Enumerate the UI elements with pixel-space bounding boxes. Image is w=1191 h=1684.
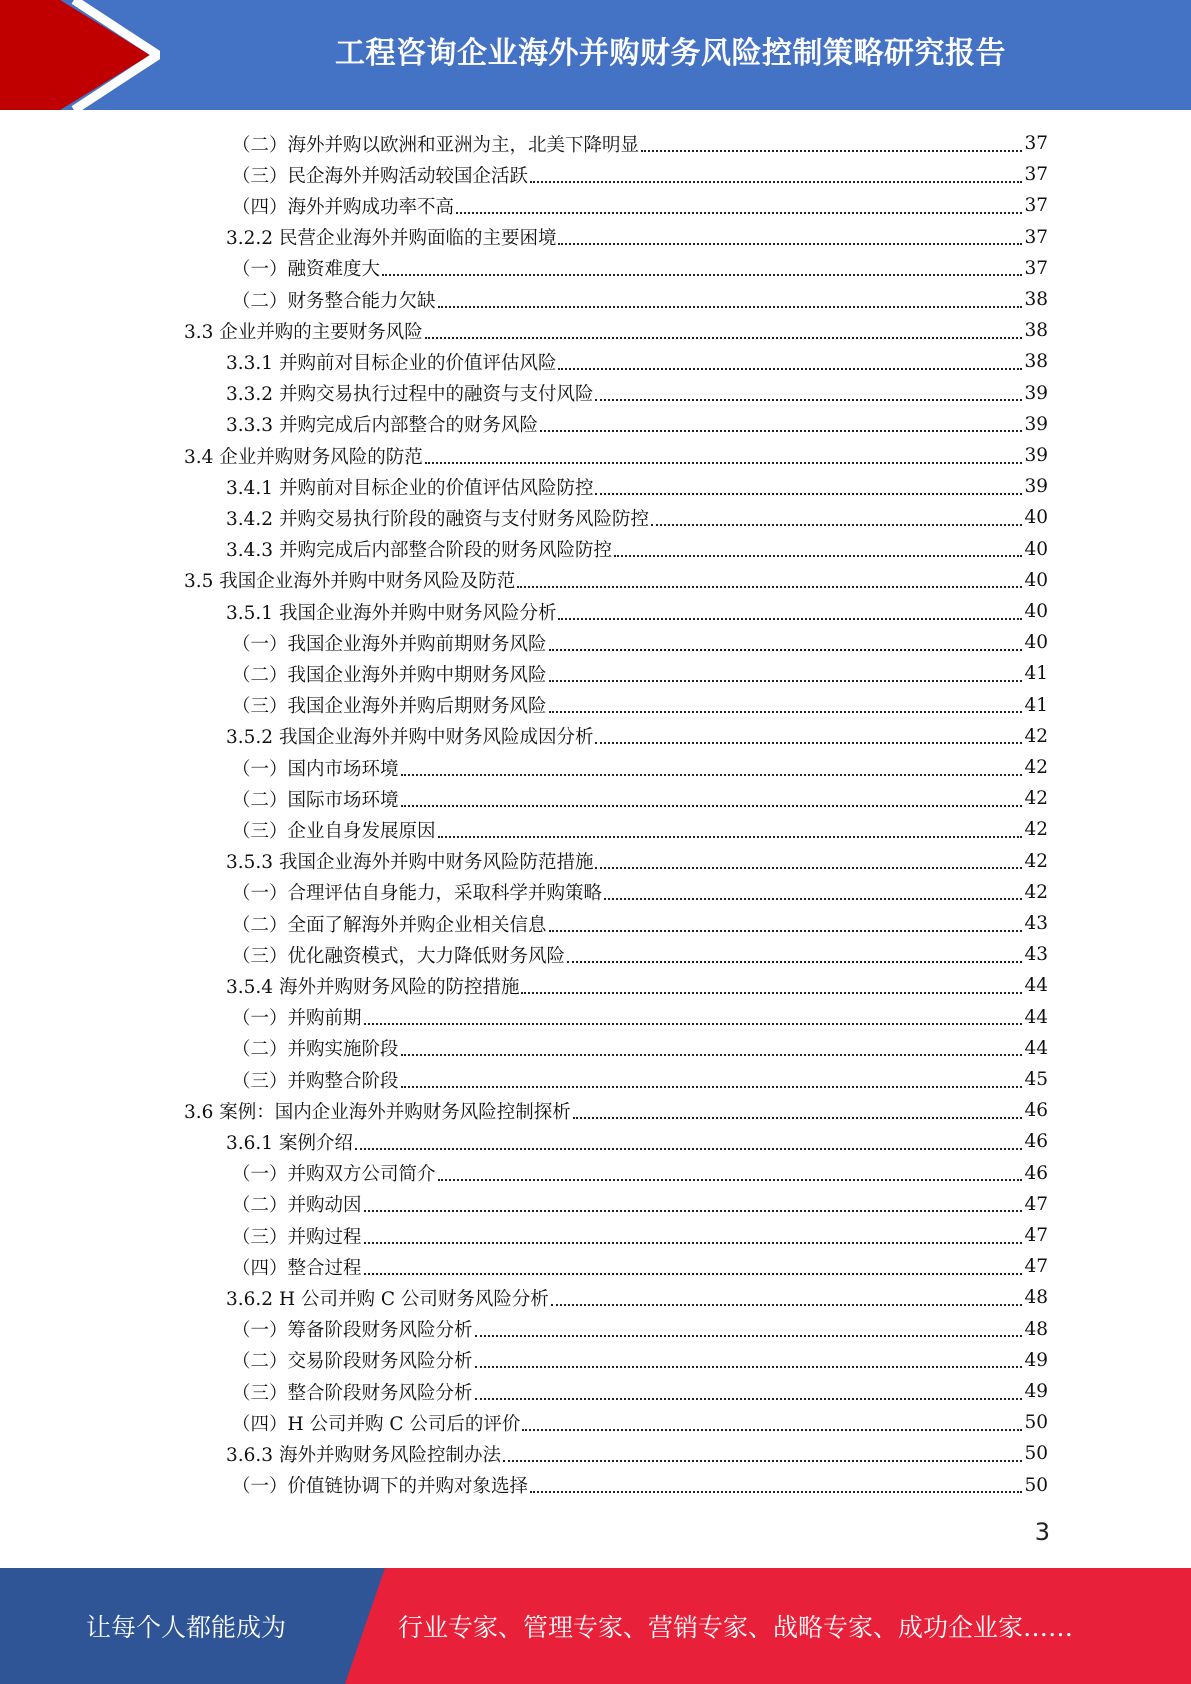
page-header bbox=[0, 0, 1191, 110]
toc-entry[interactable] bbox=[232, 1033, 1048, 1064]
toc-dot-leader bbox=[401, 774, 1023, 776]
toc-entry-title: 3.5.3 我国企业海外并购中财务风险防范措施 bbox=[226, 852, 594, 874]
toc-dot-leader bbox=[567, 961, 1022, 963]
toc-dot-leader bbox=[456, 212, 1022, 214]
toc-entry-title: （二）国际市场环境 bbox=[232, 789, 399, 811]
toc-entry-title: （一）国内市场环境 bbox=[232, 758, 399, 780]
toc-entry-title: （一）融资难度大 bbox=[232, 259, 381, 281]
toc-dot-leader bbox=[558, 243, 1022, 245]
toc-entry-page-number: 46 bbox=[1024, 1162, 1048, 1184]
toc-entry-title: （三）并购过程 bbox=[232, 1226, 362, 1248]
toc-entry[interactable] bbox=[232, 1314, 1048, 1345]
toc-entry-page-number: 41 bbox=[1024, 694, 1048, 716]
toc-entry-page-number: 37 bbox=[1024, 226, 1048, 248]
toc-entry-title: 3.4.1 并购前对目标企业的价值评估风险防控 bbox=[226, 477, 594, 499]
toc-entry-page-number: 39 bbox=[1024, 382, 1048, 404]
toc-entry[interactable] bbox=[226, 378, 1048, 409]
toc-entry-page-number: 38 bbox=[1024, 289, 1048, 310]
toc-entry[interactable] bbox=[232, 658, 1048, 689]
toc-entry-page-number: 46 bbox=[1024, 1131, 1048, 1153]
toc-dot-leader bbox=[364, 1242, 1023, 1244]
toc-entry-title: （一）并购前期 bbox=[232, 1008, 362, 1030]
toc-entry[interactable] bbox=[226, 1282, 1048, 1313]
toc-entry-page-number: 42 bbox=[1024, 819, 1048, 841]
toc-entry-title: （三）我国企业海外并购后期财务风险 bbox=[232, 696, 547, 718]
toc-entry-title: 3.5.2 我国企业海外并购中财务风险成因分析 bbox=[226, 727, 594, 749]
toc-entry[interactable] bbox=[226, 471, 1048, 502]
toc-dot-leader bbox=[551, 1304, 1023, 1306]
toc-entry-title: （一）我国企业海外并购前期财务风险 bbox=[232, 633, 547, 655]
toc-entry[interactable] bbox=[232, 253, 1048, 284]
toc-dot-leader bbox=[641, 150, 1022, 152]
toc-dot-leader bbox=[573, 1117, 1023, 1119]
toc-entry[interactable] bbox=[232, 1376, 1048, 1407]
toc-dot-leader bbox=[614, 555, 1022, 557]
toc-entry-title: （一）价值链协调下的并购对象选择 bbox=[232, 1476, 529, 1498]
toc-entry[interactable] bbox=[232, 877, 1048, 908]
toc-entry[interactable] bbox=[226, 534, 1048, 565]
toc-entry-page-number: 42 bbox=[1024, 788, 1048, 810]
toc-entry-page-number: 49 bbox=[1024, 1381, 1048, 1402]
toc-entry-page-number: 50 bbox=[1024, 1443, 1048, 1465]
toc-entry[interactable] bbox=[232, 1470, 1048, 1501]
toc-entry-page-number: 47 bbox=[1024, 1225, 1048, 1246]
toc-entry-page-number: 38 bbox=[1024, 320, 1048, 342]
toc-entry-page-number: 41 bbox=[1024, 663, 1048, 685]
toc-entry-title: 3.4.2 并购交易执行阶段的融资与支付财务风险防控 bbox=[226, 508, 649, 530]
toc-entry-title: （二）海外并购以欧洲和亚洲为主，北美下降明显 bbox=[232, 134, 640, 156]
toc-dot-leader bbox=[425, 337, 1023, 339]
toc-entry-page-number: 44 bbox=[1024, 975, 1048, 997]
toc-entry-title: 3.3.2 并购交易执行过程中的融资与支付风险 bbox=[226, 384, 594, 406]
toc-entry[interactable] bbox=[232, 1251, 1048, 1282]
toc-entry[interactable] bbox=[232, 1158, 1048, 1189]
toc-entry[interactable] bbox=[232, 1189, 1048, 1220]
toc-entry-title: （三）优化融资模式，大力降低财务风险 bbox=[232, 945, 566, 967]
toc-entry[interactable] bbox=[226, 346, 1048, 377]
toc-entry-title: （二）全面了解海外并购企业相关信息 bbox=[232, 914, 547, 936]
toc-entry-title: （四）海外并购成功率不高 bbox=[232, 196, 455, 218]
toc-entry-title: 3.3 企业并购的主要财务风险 bbox=[184, 321, 423, 343]
toc-dot-leader bbox=[438, 306, 1023, 308]
toc-entry[interactable] bbox=[232, 690, 1048, 721]
toc-entry-title: （二）并购实施阶段 bbox=[232, 1039, 399, 1061]
toc-dot-leader bbox=[549, 649, 1023, 651]
toc-entry-page-number: 37 bbox=[1024, 195, 1048, 217]
toc-dot-leader bbox=[558, 618, 1022, 620]
toc-entry-page-number: 44 bbox=[1024, 1037, 1048, 1059]
toc-dot-leader bbox=[521, 992, 1022, 994]
toc-entry[interactable] bbox=[232, 190, 1048, 221]
toc-entry-page-number: 42 bbox=[1024, 881, 1048, 903]
toc-entry-page-number: 44 bbox=[1024, 1006, 1048, 1028]
toc-entry-page-number: 39 bbox=[1024, 413, 1048, 435]
toc-dot-leader bbox=[595, 399, 1022, 401]
toc-entry[interactable] bbox=[226, 846, 1048, 877]
toc-entry-title: （四）H 公司并购 C 公司后的评价 bbox=[232, 1413, 521, 1435]
toc-dot-leader bbox=[364, 1023, 1023, 1025]
toc-entry[interactable] bbox=[232, 814, 1048, 845]
toc-dot-leader bbox=[475, 1398, 1023, 1400]
toc-entry[interactable] bbox=[184, 1095, 1048, 1126]
toc-entry[interactable] bbox=[226, 1126, 1048, 1157]
toc-dot-leader bbox=[425, 462, 1023, 464]
toc-entry-page-number: 46 bbox=[1024, 1100, 1048, 1122]
toc-dot-leader bbox=[558, 368, 1022, 370]
toc-entry-page-number: 43 bbox=[1024, 913, 1048, 934]
toc-dot-leader bbox=[604, 898, 1022, 900]
toc-entry-page-number: 43 bbox=[1024, 944, 1048, 966]
toc-entry-title: 3.5 我国企业海外并购中财务风险及防范 bbox=[184, 571, 516, 593]
page-footer bbox=[0, 1568, 1191, 1684]
toc-dot-leader bbox=[595, 493, 1022, 495]
toc-entry[interactable] bbox=[232, 1064, 1048, 1095]
toc-dot-leader bbox=[438, 836, 1023, 838]
toc-entry-title: （三）民企海外并购活动较国企活跃 bbox=[232, 165, 529, 187]
toc-entry-page-number: 49 bbox=[1024, 1349, 1048, 1371]
toc-entry[interactable] bbox=[232, 1220, 1048, 1251]
toc-entry-page-number: 42 bbox=[1024, 757, 1048, 778]
toc-dot-leader bbox=[549, 680, 1023, 682]
toc-entry-page-number: 38 bbox=[1024, 351, 1048, 373]
toc-entry-title: 3.5.4 海外并购财务风险的防控措施 bbox=[226, 976, 520, 998]
toc-dot-leader bbox=[475, 1366, 1023, 1368]
toc-entry-title: 3.4 企业并购财务风险的防范 bbox=[184, 446, 423, 468]
toc-entry-page-number: 48 bbox=[1024, 1318, 1048, 1340]
toc-entry-page-number: 40 bbox=[1024, 538, 1048, 560]
toc-dot-leader bbox=[595, 867, 1022, 869]
toc-entry[interactable] bbox=[232, 908, 1048, 939]
toc-entry[interactable] bbox=[232, 1407, 1048, 1438]
toc-dot-leader bbox=[382, 274, 1022, 276]
toc-dot-leader bbox=[522, 1429, 1022, 1431]
toc-entry[interactable] bbox=[232, 128, 1048, 159]
toc-dot-leader bbox=[517, 586, 1022, 588]
toc-dot-leader bbox=[355, 1148, 1023, 1150]
toc-dot-leader bbox=[401, 1086, 1023, 1088]
toc-dot-leader bbox=[540, 430, 1022, 432]
toc-dot-leader bbox=[530, 181, 1022, 183]
toc-entry-page-number: 37 bbox=[1024, 133, 1048, 154]
toc-entry-title: （三）整合阶段财务风险分析 bbox=[232, 1382, 473, 1404]
toc-entry-page-number: 39 bbox=[1024, 445, 1048, 466]
toc-entry-page-number: 45 bbox=[1024, 1069, 1048, 1090]
toc-dot-leader bbox=[595, 742, 1022, 744]
toc-entry-title: （一）合理评估自身能力，采取科学并购策略 bbox=[232, 883, 603, 905]
toc-dot-leader bbox=[401, 805, 1023, 807]
toc-entry[interactable] bbox=[232, 783, 1048, 814]
toc-dot-leader bbox=[549, 930, 1023, 932]
toc-dot-leader bbox=[438, 1179, 1023, 1181]
toc-entry-page-number: 47 bbox=[1024, 1256, 1048, 1278]
toc-entry[interactable] bbox=[226, 596, 1048, 627]
toc-entry-title: （三）企业自身发展原因 bbox=[232, 820, 436, 842]
toc-entry[interactable] bbox=[226, 502, 1048, 533]
toc-entry-title: 3.4.3 并购完成后内部整合阶段的财务风险防控 bbox=[226, 540, 612, 562]
red-ribbon-decoration bbox=[0, 0, 160, 110]
toc-entry[interactable] bbox=[226, 721, 1048, 752]
toc-dot-leader bbox=[401, 1054, 1023, 1056]
toc-entry-title: 3.6.3 海外并购财务风险控制办法 bbox=[226, 1444, 501, 1466]
toc-entry-page-number: 40 bbox=[1024, 507, 1048, 529]
toc-entry-page-number: 39 bbox=[1024, 476, 1048, 498]
toc-dot-leader bbox=[364, 1210, 1023, 1212]
toc-entry-page-number: 48 bbox=[1024, 1287, 1048, 1309]
toc-entry-title: 3.5.1 我国企业海外并购中财务风险分析 bbox=[226, 602, 557, 624]
toc-entry[interactable] bbox=[184, 565, 1048, 596]
toc-dot-leader bbox=[651, 524, 1022, 526]
toc-dot-leader bbox=[530, 1491, 1022, 1493]
toc-entry[interactable] bbox=[232, 284, 1048, 315]
toc-entry[interactable] bbox=[232, 627, 1048, 658]
toc-entry[interactable] bbox=[184, 315, 1048, 346]
toc-entry-title: （二）并购动因 bbox=[232, 1195, 362, 1217]
toc-entry-title: （二）交易阶段财务风险分析 bbox=[232, 1351, 473, 1373]
toc-entry-title: （二）我国企业海外并购中期财务风险 bbox=[232, 664, 547, 686]
toc-entry-page-number: 37 bbox=[1024, 257, 1048, 279]
toc-dot-leader bbox=[364, 1273, 1023, 1275]
report-title: 工程咨询企业海外并购财务风险控制策略研究报告 bbox=[335, 36, 1006, 71]
toc-entry-title: 3.6.2 H 公司并购 C 公司财务风险分析 bbox=[226, 1288, 549, 1310]
toc-entry[interactable] bbox=[226, 222, 1048, 253]
footer-slogan-right: 行业专家、管理专家、营销专家、战略专家、成功企业家…… bbox=[398, 1613, 1074, 1642]
toc-entry[interactable] bbox=[184, 440, 1048, 471]
toc-entry-page-number: 40 bbox=[1024, 601, 1048, 622]
toc-entry-page-number: 37 bbox=[1024, 164, 1048, 186]
toc-entry-title: 3.2.2 民营企业海外并购面临的主要困境 bbox=[226, 228, 557, 250]
toc-entry[interactable] bbox=[232, 939, 1048, 970]
toc-entry[interactable] bbox=[232, 1002, 1048, 1033]
toc-dot-leader bbox=[475, 1335, 1023, 1337]
toc-entry-page-number: 40 bbox=[1024, 569, 1048, 591]
toc-entry[interactable] bbox=[226, 1438, 1048, 1469]
toc-entry-title: （二）财务整合能力欠缺 bbox=[232, 290, 436, 312]
toc-dot-leader bbox=[503, 1460, 1022, 1462]
toc-entry[interactable] bbox=[232, 159, 1048, 190]
toc-entry[interactable] bbox=[232, 1345, 1048, 1376]
toc-entry-title: （一）筹备阶段财务风险分析 bbox=[232, 1320, 473, 1342]
toc-entry[interactable] bbox=[226, 970, 1048, 1001]
toc-dot-leader bbox=[549, 711, 1023, 713]
page-number: 3 bbox=[1034, 1518, 1050, 1546]
toc-entry[interactable] bbox=[226, 409, 1048, 440]
toc-entry[interactable] bbox=[232, 752, 1048, 783]
toc-entry-title: 3.3.1 并购前对目标企业的价值评估风险 bbox=[226, 352, 557, 374]
toc-entry-page-number: 50 bbox=[1024, 1474, 1048, 1496]
toc-entry-page-number: 42 bbox=[1024, 850, 1048, 872]
toc-entry-title: 3.6 案例：国内企业海外并购财务风险控制探析 bbox=[184, 1101, 571, 1123]
toc-entry-page-number: 42 bbox=[1024, 725, 1048, 747]
toc-entry-title: 3.3.3 并购完成后内部整合的财务风险 bbox=[226, 415, 538, 437]
toc-entry-page-number: 47 bbox=[1024, 1193, 1048, 1215]
toc-entry-title: （三）并购整合阶段 bbox=[232, 1070, 399, 1092]
footer-slogan-left: 让每个人都能成为 bbox=[85, 1613, 286, 1642]
toc-entry-title: （四）整合过程 bbox=[232, 1257, 362, 1279]
toc-entry-title: 3.6.1 案例介绍 bbox=[226, 1132, 353, 1154]
toc-entry-page-number: 50 bbox=[1024, 1412, 1048, 1434]
toc-entry-title: （一）并购双方公司简介 bbox=[232, 1164, 436, 1186]
toc-entry-page-number: 40 bbox=[1024, 632, 1048, 654]
